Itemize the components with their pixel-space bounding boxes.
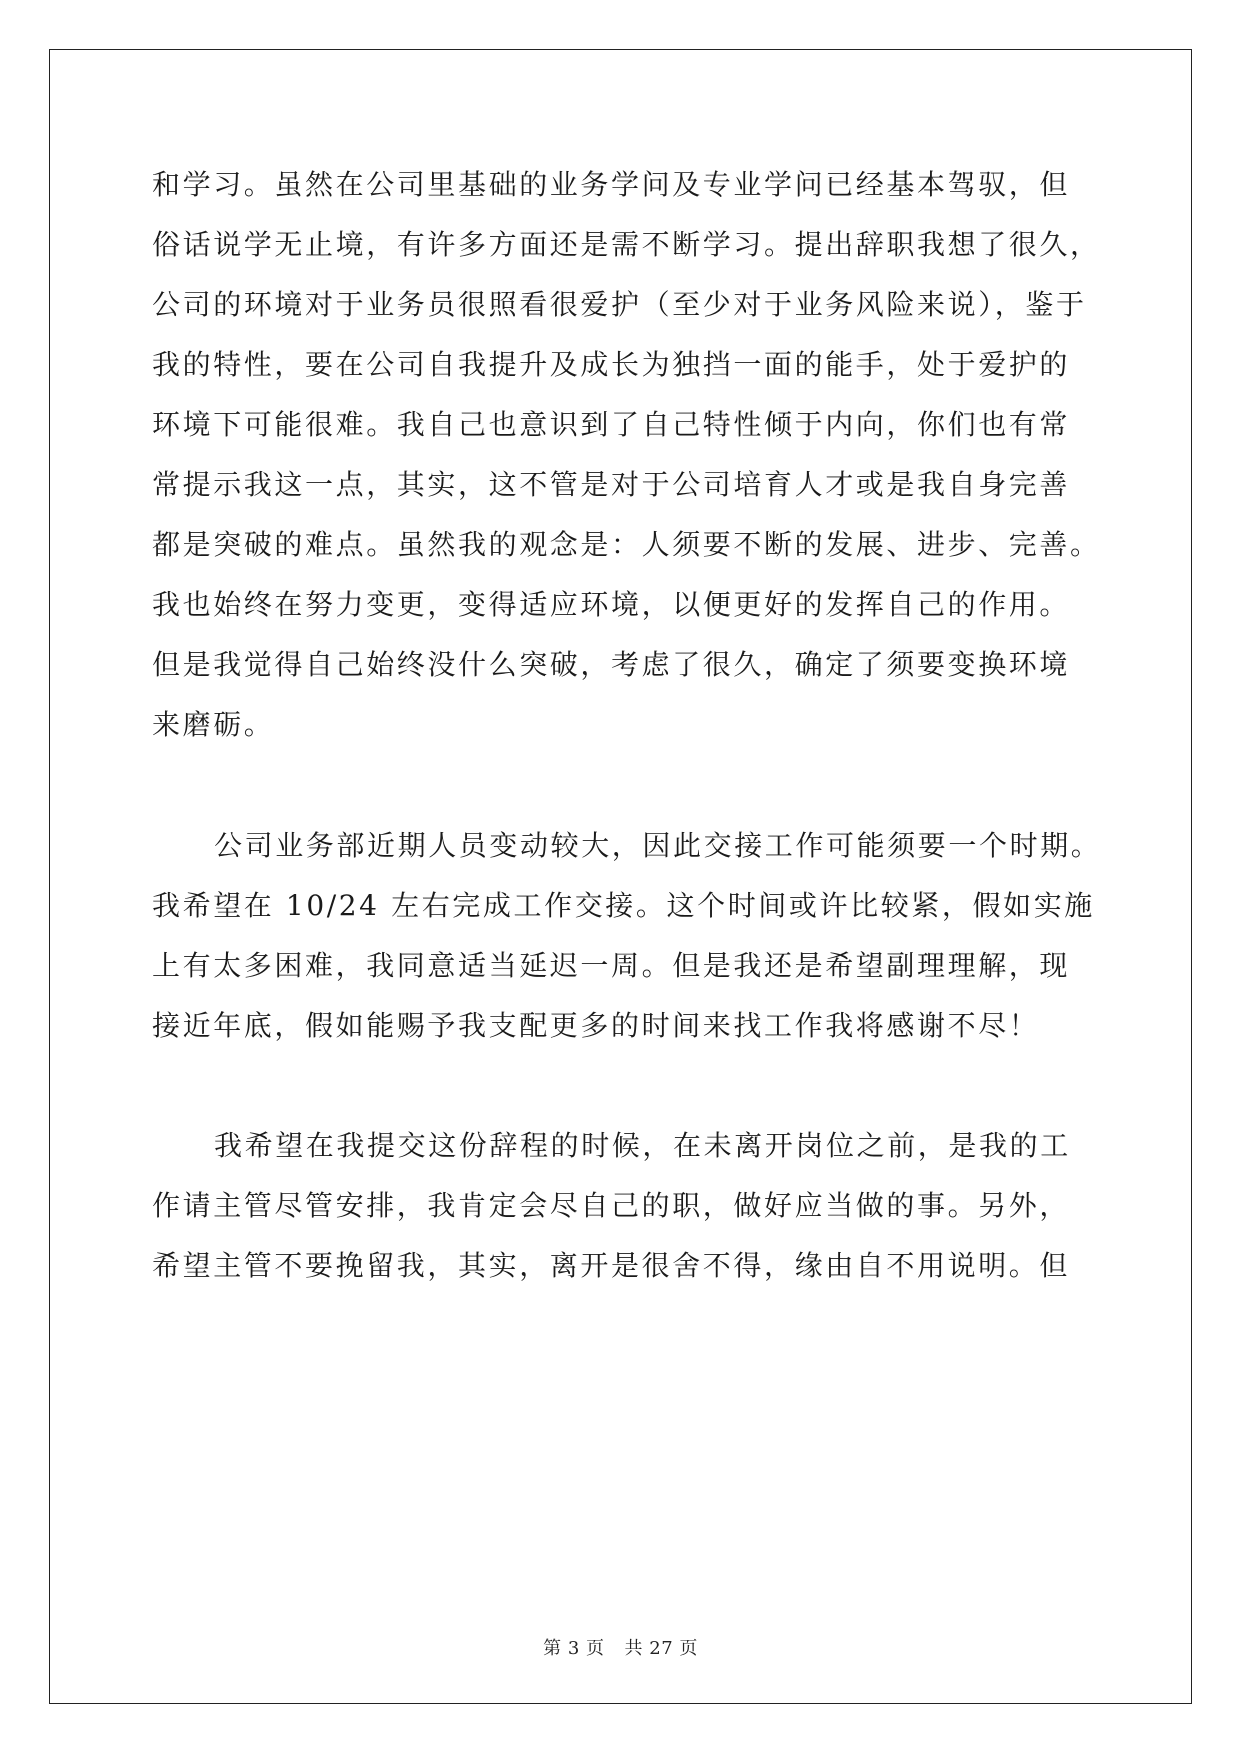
text-line: 我的特性，要在公司自我提升及成长为独挡一面的能手，处于爱护的 (152, 348, 1071, 381)
text-line: 我也始终在努力变更，变得适应环境，以便更好的发挥自己的作用。 (152, 588, 1071, 621)
text-line: 希望主管不要挽留我，其实，离开是很舍不得，缘由自不用说明。但 (152, 1249, 1071, 1282)
text-line: 公司的环境对于业务员很照看很爱护（至少对于业务风险来说），鉴于 (152, 288, 1087, 321)
paragraph-gap (152, 1056, 1092, 1117)
text-line: 都是突破的难点。虽然我的观念是：人须要不断的发展、进步、完善。 (152, 528, 1101, 561)
text-line: 上有太多困难，我同意适当延迟一周。但是我还是希望副理理解，现 (152, 948, 1071, 982)
text-line: 我希望在 10/24 左右完成工作交接。这个时间或许比较紧，假如实施 (152, 888, 1095, 922)
text-line: 和学习。虽然在公司里基础的业务学问及专业学问已经基本驾驭，但 (152, 168, 1071, 201)
document-body (152, 155, 1102, 1296)
page-footer (0, 1634, 1241, 1660)
paragraph-first-line: 我希望在我提交这份辞程的时候，在未离开岗位之前，是我的工 (214, 1129, 1071, 1162)
text-line: 作请主管尽管安排，我肯定会尽自己的职，做好应当做的事。另外， (152, 1189, 1071, 1222)
page-number: 第 3 页 (543, 1638, 605, 1659)
paragraph-first-line: 公司业务部近期人员变动较大，因此交接工作可能须要一个时期。 (214, 828, 1102, 862)
text-line: 但是我觉得自己始终没什么突破，考虑了很久，确定了须要变换环境 (152, 648, 1071, 681)
text-line: 常提示我这一点，其实，这不管是对于公司培育人才或是我自身完善 (152, 468, 1071, 501)
paragraph-gap (152, 755, 1092, 816)
text-line: 来磨砺。 (152, 708, 275, 741)
text-line: 接近年底，假如能赐予我支配更多的时间来找工作我将感谢不尽！ (152, 1008, 1040, 1042)
text-line: 环境下可能很难。我自己也意识到了自己特性倾于内向，你们也有常 (152, 408, 1071, 441)
page-total: 共 27 页 (624, 1638, 698, 1659)
text-line: 俗话说学无止境，有许多方面还是需不断学习。提出辞职我想了很久， (152, 228, 1101, 261)
